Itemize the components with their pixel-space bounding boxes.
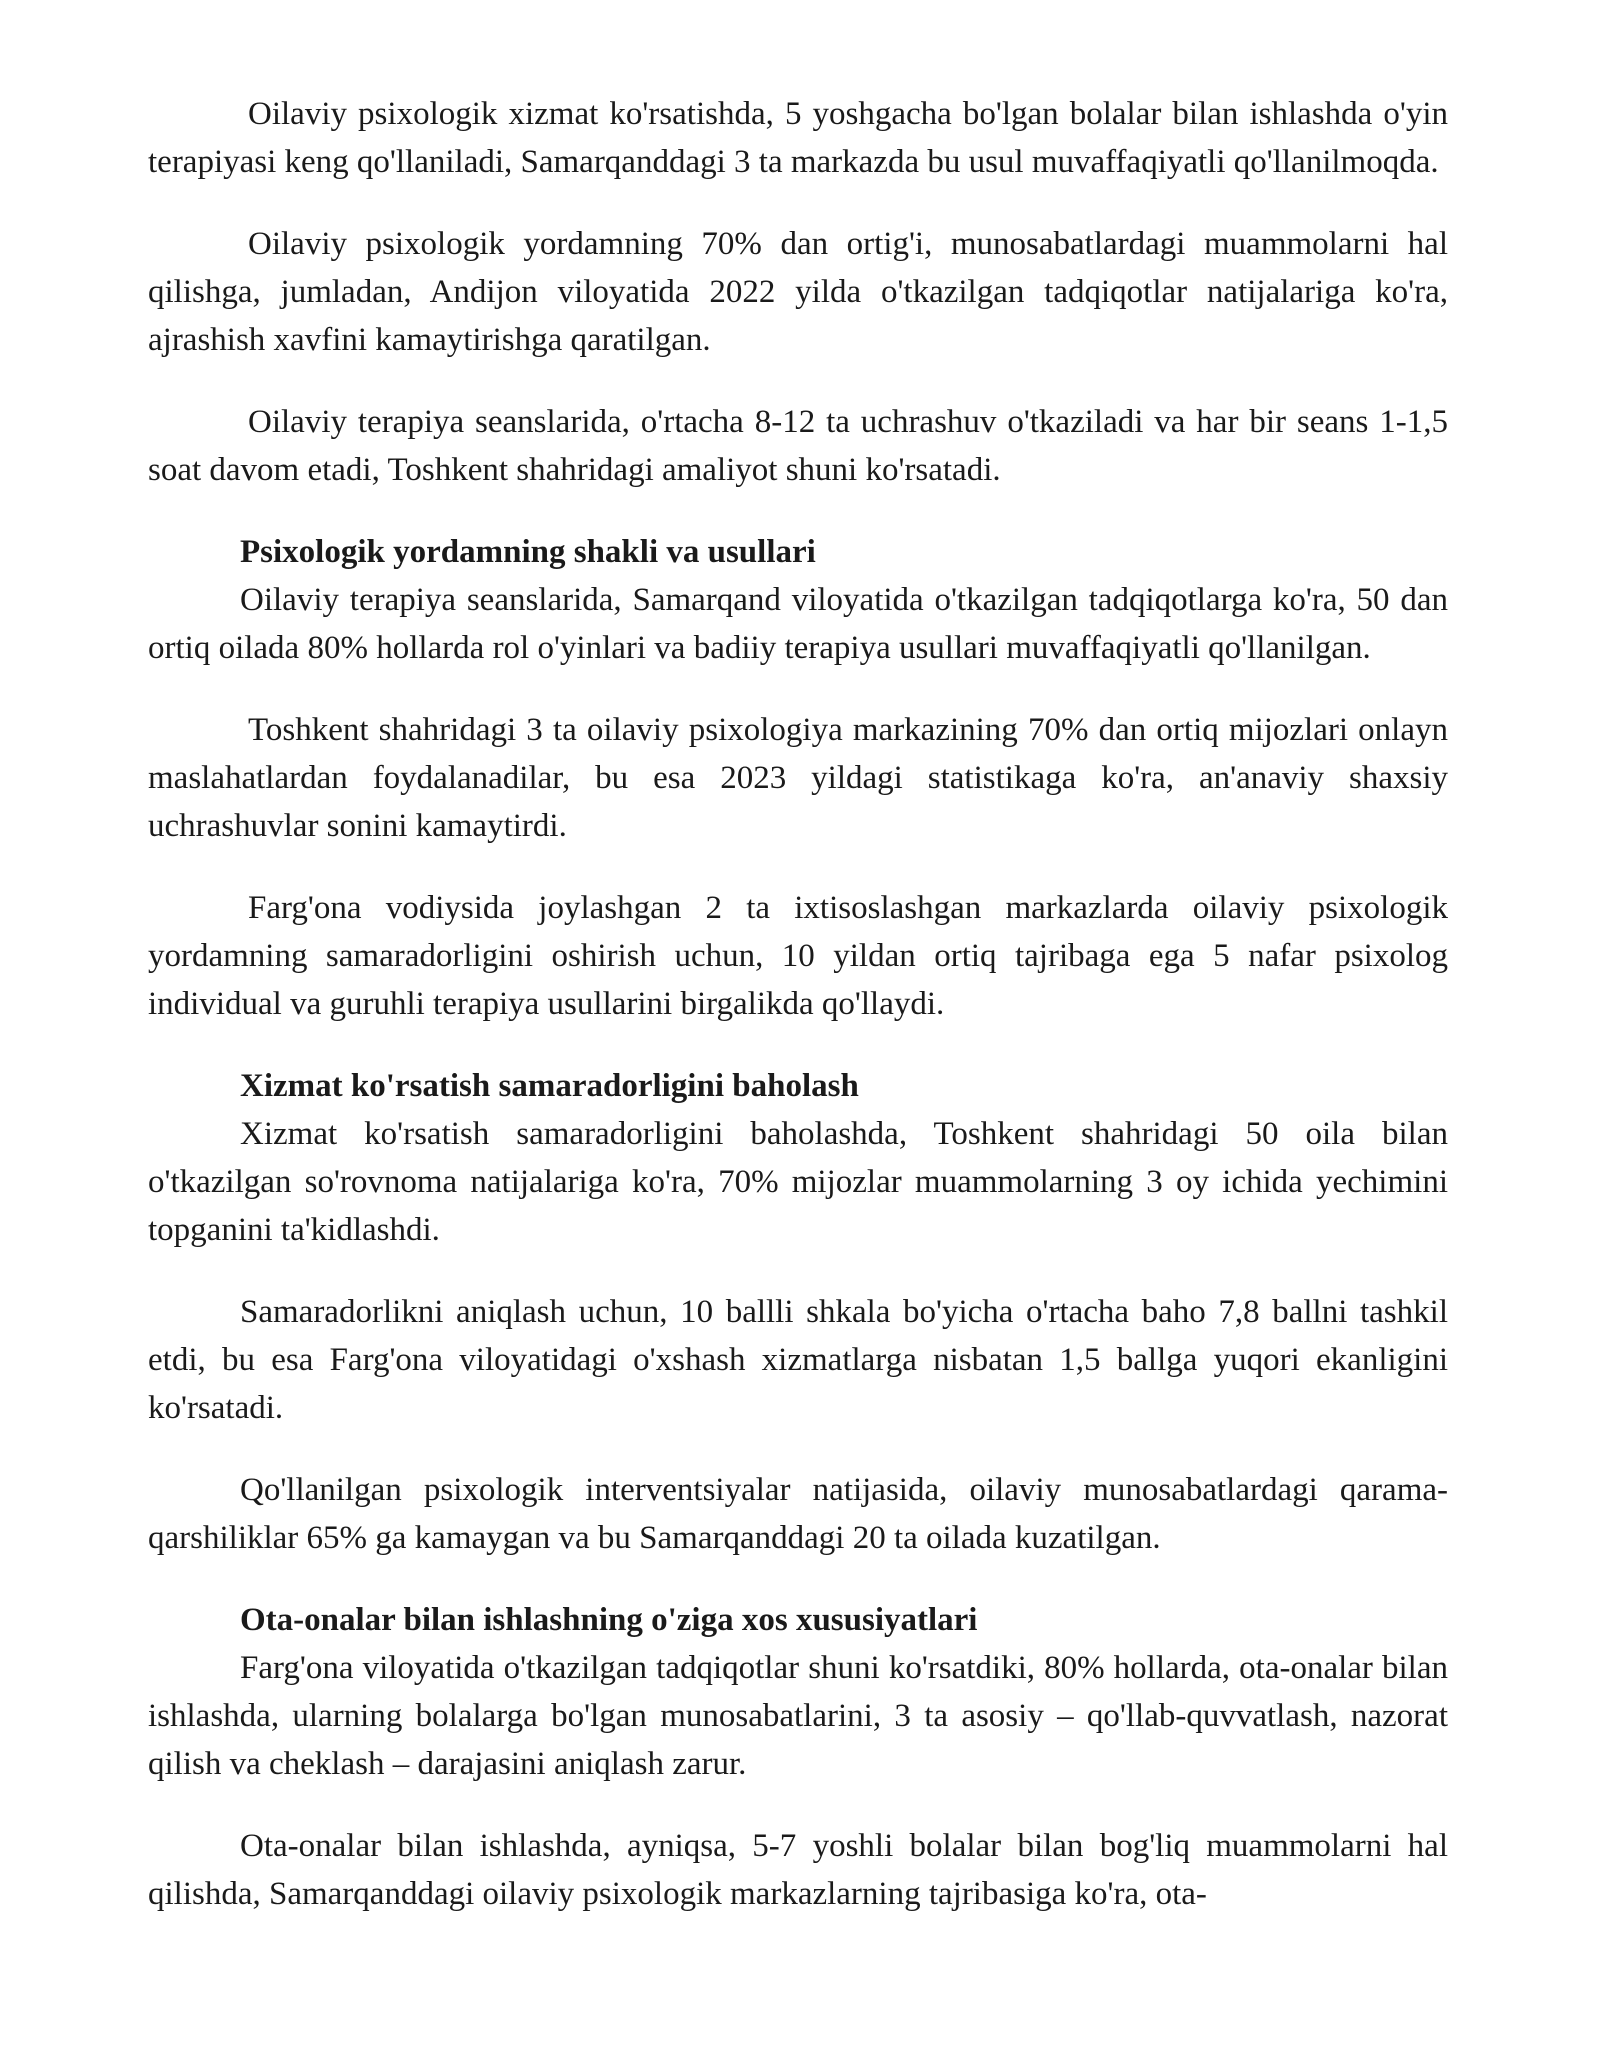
section-heading: Psixologik yordamning shakli va usullari: [240, 534, 816, 570]
paragraph: Farg'ona viloyatida o'tkazilgan tadqiqotlar shuni ko'rsatdiki, 80% hollarda, ota-onalar bilan ishlashda, ularning bolalarga bo'lgan munosabatlarini, 3 ta asosiy – qo'llab-quvvatlash, nazorat qilish va cheklash – darajasini aniqlash zarur.: [148, 1650, 1448, 1782]
section-heading: Ota-onalar bilan ishlashning o'ziga xos xususiyatlari: [240, 1602, 978, 1638]
paragraph: Samaradorlikni aniqlash uchun, 10 ballli shkala bo'yicha o'rtacha baho 7,8 ballni tashkil etdi, bu esa Farg'ona viloyatidagi o'xshash xizmatlarga nisbatan 1,5 ballga yuqori ekanligini ko'rsatadi.: [148, 1294, 1448, 1426]
document-page: [148, 90, 1448, 1918]
paragraph: Ota-onalar bilan ishlashda, ayniqsa, 5-7 yoshli bolalar bilan bog'liq muammolarni hal qilishda, Samarqanddagi oilaviy psixologik markazlarning tajribasiga ko'ra, ota-: [148, 1828, 1448, 1912]
paragraph: Toshkent shahridagi 3 ta oilaviy psixologiya markazining 70% dan ortiq mijozlari onlayn maslahatlardan foydalanadilar, bu esa 2023 yildagi statistikaga ko'ra, an'anaviy shaxsiy uchrashuvlar sonini kamaytirdi.: [148, 712, 1448, 844]
paragraph: Farg'ona vodiysida joylashgan 2 ta ixtisoslashgan markazlarda oilaviy psixologik yordamning samaradorligini oshirish uchun, 10 yildan ortiq tajribaga ega 5 nafar psixolog individual va guruhli terapiya usullarini birgalikda qo'llaydi.: [148, 890, 1448, 1022]
section-heading: Xizmat ko'rsatish samaradorligini baholash: [240, 1068, 859, 1104]
paragraph: Oilaviy psixologik yordamning 70% dan ortig'i, munosabatlardagi muammolarni hal qilishga, jumladan, Andijon viloyatida 2022 yilda o'tkazilgan tadqiqotlar natijalariga ko'ra, ajrashish xavfini kamaytirishga qaratilgan.: [148, 226, 1448, 358]
paragraph: Oilaviy terapiya seanslarida, Samarqand viloyatida o'tkazilgan tadqiqotlarga ko'ra, 50 dan ortiq oilada 80% hollarda rol o'yinlari va badiiy terapiya usullari muvaffaqiyatli qo'llanilgan.: [148, 582, 1448, 666]
paragraph: Oilaviy psixologik xizmat ko'rsatishda, 5 yoshgacha bo'lgan bolalar bilan ishlashda o'yin terapiyasi keng qo'llaniladi, Samarqanddagi 3 ta markazda bu usul muvaffaqiyatli qo'llanilmoqda.: [148, 96, 1448, 180]
paragraph: Oilaviy terapiya seanslarida, o'rtacha 8-12 ta uchrashuv o'tkaziladi va har bir seans 1-1,5 soat davom etadi, Toshkent shahridagi amaliyot shuni ko'rsatadi.: [148, 404, 1448, 488]
paragraph: Qo'llanilgan psixologik interventsiyalar natijasida, oilaviy munosabatlardagi qarama-qarshiliklar 65% ga kamaygan va bu Samarqanddagi 20 ta oilada kuzatilgan.: [148, 1472, 1448, 1556]
paragraph: Xizmat ko'rsatish samaradorligini baholashda, Toshkent shahridagi 50 oila bilan o'tkazilgan so'rovnoma natijalariga ko'ra, 70% mijozlar muammolarning 3 oy ichida yechimini topganini ta'kidlashdi.: [148, 1116, 1448, 1248]
